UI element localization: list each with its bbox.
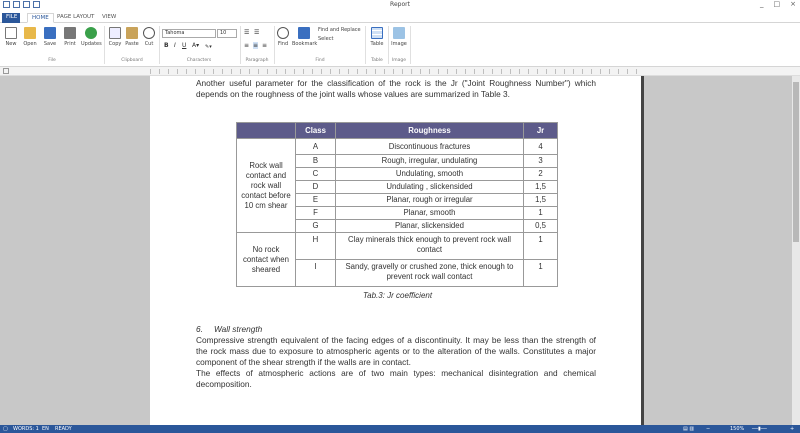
document-page[interactable] [150,76,644,425]
select-button[interactable]: Select [318,36,334,42]
numbered-list-icon[interactable]: ☰ [254,29,260,36]
tab-stop-selector[interactable] [3,68,9,74]
jr-table [236,122,558,287]
table-header-roughness: Roughness [336,123,524,139]
new-button[interactable]: New [4,27,18,47]
window-controls [760,0,796,8]
cell-roughness: Clay minerals thick enough to prevent rock wall contact [336,233,524,260]
window-title: Report [390,1,410,8]
scrollbar-thumb[interactable] [793,82,799,242]
cell-jr: 1,5 [524,194,558,207]
bullet-list-icon[interactable]: ☰ [244,29,250,36]
save-button[interactable]: Save [42,27,58,47]
printer-icon [64,27,76,39]
zoom-slider[interactable]: ──▮── [752,426,767,432]
cut-button[interactable]: Cut [141,27,157,47]
align-center-icon[interactable]: ≡ [253,42,259,49]
cell-roughness: Undulating , slickensided [336,181,524,194]
cell-jr: 1,5 [524,181,558,194]
horizontal-ruler[interactable] [0,67,800,76]
cell-jr: 4 [524,139,558,155]
floppy-disk-icon [44,27,56,39]
paragraph-wall-strength: Compressive strength equivalent of the facing edges of a discontinuity. It may be less than the strength of the rock mass due to exposure to atmospheric agents or to the alteration of the walls. Constitutes a major component of the shear strength if the walls are in contact. [196,335,596,367]
image-button[interactable]: Image [390,27,408,47]
cell-roughness: Planar, slickensided [336,220,524,233]
bookmark-icon [298,27,310,39]
cell-roughness: Planar, rough or irregular [336,194,524,207]
open-button[interactable]: Open [22,27,38,47]
minimize-button[interactable]: _ [760,0,764,8]
scissors-icon [143,27,155,39]
cell-class: B [296,155,336,168]
zoom-level[interactable]: 150% [730,426,745,432]
cell-roughness: Undulating, smooth [336,168,524,181]
align-justify-icon[interactable]: ≡ [262,42,268,49]
maximize-button[interactable]: □ [773,0,781,8]
zoom-in-icon[interactable]: + [790,426,795,432]
ribbon [0,23,800,67]
font-size-select[interactable]: 10 [217,29,237,38]
paste-button[interactable]: Paste [124,27,140,47]
group-label-file: File [48,58,56,63]
table-header-empty [237,123,296,139]
tab-view[interactable]: VIEW [102,14,117,20]
status-bar [0,425,800,433]
tab-home[interactable]: HOME [27,13,54,23]
cell-class: I [296,260,336,287]
cell-jr: 1 [524,260,558,287]
section-heading [196,324,262,334]
group-divider [410,26,411,64]
find-button[interactable]: Find [276,27,290,47]
cell-jr: 1 [524,233,558,260]
cell-jr: 1 [524,207,558,220]
bookmark-button[interactable]: Bookmark [292,27,316,47]
refresh-icon [85,27,97,39]
copy-button[interactable]: Copy [107,27,123,47]
table-header-jr: Jr [524,123,558,139]
word-count: WORDS: 1 [13,426,39,432]
paragraph-atmospheric-effects: The effects of atmospheric actions are of two main types: mechanical disintegration and chemical decomposition. [196,368,596,389]
tab-file[interactable]: FILE [2,13,20,23]
cell-class: C [296,168,336,181]
paragraph-jr-intro: Another useful parameter for the classification of the rock is the Jr ("Joint Roughness Number") which depends on the roughness of the joint walls whose values are summarized in Table 3. [196,78,596,99]
zoom-out-icon[interactable]: − [706,426,711,432]
ribbon-tabs [0,12,800,23]
page-icon: ▢ [3,426,8,432]
document-canvas[interactable] [0,76,800,425]
cell-class: F [296,207,336,220]
heading-text: Wall strength [214,324,263,334]
picture-icon [393,27,405,39]
group-cell-rock-contact: Rock wall contact and rock wall contact before 10 cm shear [237,139,296,233]
cell-class: G [296,220,336,233]
table-caption: Tab.3: Jr coefficient [363,291,433,300]
font-color-icon[interactable]: A▾ [192,42,200,49]
bold-icon[interactable]: B [164,42,169,49]
cell-roughness: Sandy, gravelly or crushed zone, thick enough to prevent rock wall contact [336,260,524,287]
language-indicator[interactable]: EN [42,426,49,432]
print-button[interactable]: Print [62,27,78,47]
align-left-icon[interactable]: ≡ [244,42,250,49]
ruler-ticks [150,69,642,74]
group-label-find: Find [315,58,325,63]
italic-icon[interactable]: I [174,42,176,49]
cell-class: E [296,194,336,207]
group-label-clipboard: Clipboard [121,58,143,63]
tab-page-layout[interactable]: PAGE LAYOUT [57,14,95,20]
cell-roughness: Rough, irregular, undulating [336,155,524,168]
group-label-table: Table [371,58,383,63]
heading-number: 6. [196,324,203,334]
group-label-characters: Characters [186,58,212,63]
title-bar [0,0,800,11]
close-button[interactable]: × [790,0,796,8]
font-name-select[interactable]: Tahoma [162,29,216,38]
updates-button[interactable]: Updates [81,27,101,47]
group-label-paragraph: Paragraph [245,58,269,63]
cell-class: H [296,233,336,260]
clipboard-icon [126,27,138,39]
copy-icon [109,27,121,39]
group-label-image: Image [391,58,407,63]
find-replace-button[interactable]: Find and Replace [318,27,361,33]
cell-class: A [296,139,336,155]
cell-jr: 3 [524,155,558,168]
folder-icon [24,27,36,39]
status-text: READY [55,426,72,432]
cell-roughness: Planar, smooth [336,207,524,220]
table-button[interactable]: Table [368,27,386,47]
table-header-class: Class [296,123,336,139]
binoculars-icon [277,27,289,39]
underline-icon[interactable]: U [182,42,187,49]
highlight-icon[interactable]: ✎▾ [205,44,212,50]
cell-jr: 0,5 [524,220,558,233]
cell-roughness: Discontinuous fractures [336,139,524,155]
table-icon [371,27,383,39]
cell-class: D [296,181,336,194]
group-cell-no-contact: No rock contact when sheared [237,233,296,287]
cell-jr: 2 [524,168,558,181]
new-document-icon [5,27,17,39]
view-mode-icons[interactable]: ▤ ▥ [683,426,695,432]
